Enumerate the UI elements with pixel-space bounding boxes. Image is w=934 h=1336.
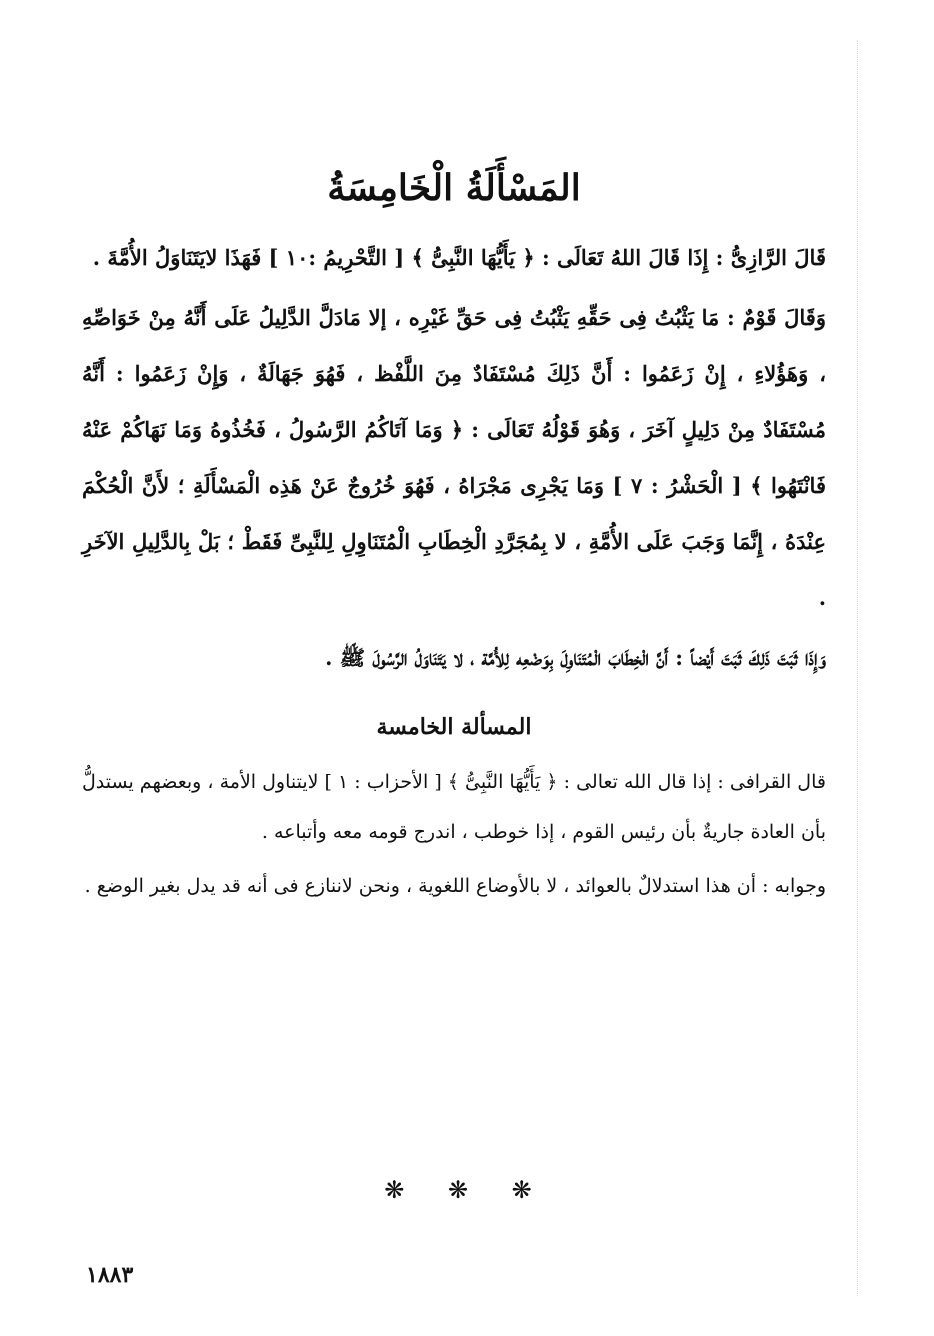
main-paragraph-2: وَقَالَ قَوْمٌ : مَا يَثْبُتُ فِى حَقِّهِ يَثْبُتُ فِى حَقِّ غَيْرِه ، إلا مَادَلَّ الدَّلِيلُ عَلَى أَنَّهُ مِنْ خَوَاصِّهِ ، وَهَؤُلاءِ ، إِنْ زَعَمُوا : أَنَّ ذَلِكَ مُسْتَفَادٌ مِنَ اللَّفْظ ، فَهُوَ جَهَالَةٌ ، وَإِنْ زَعَمُوا : أَنَّهُ مُسْتَفَادٌ مِنْ دَلِيلٍ آخَرَ ، وَهُوَ قَوْلُهُ تَعَالَى : ﴿ وَمَا آتَاكُمُ الرَّسُولُ ، فَخُذُوهُ وَمَا نَهَاكُمْ عَنْهُ فَانْتَهُوا ﴾ [ الْحَشْرُ : ٧ ] وَمَا يَجْرِى مَجْرَاهُ ، فَهُوَ خُرُوجٌ عَنْ هَذِه الْمَسْأَلَةِ ؛ لأَنَّ الْحُكْمَ عِنْدَهُ ، إِنَّمَا وَجَبَ عَلَى الأُمَّةِ ، لا بِمُجَرَّدِ الْخِطَابِ الْمُتَنَاوِلِ لِلنَّبِىِّ فَقَطْ ؛ بَلْ بِالدَّلِيلِ الآخَرِ . bbox=[82, 304, 826, 610]
page-number: ١٨٨٣ bbox=[86, 1262, 134, 1288]
section-separator: ❋ ❋ ❋ bbox=[384, 1176, 550, 1204]
main-paragraph-1: قَالَ الرَّازِىُّ : إِذَا قَالَ اللهُ تَعَالَى : ﴿ يَأَيُّهَا النَّبِىُّ ﴾ [ التَّحْرِيمُ :١٠ ] فَهَذَا لايَتَنَاوَلُ الأُمَّةَ . bbox=[92, 244, 826, 270]
sub-paragraph-2: وجوابه : أن هذا استدلالٌ بالعوائد ، لا بالأوضاع اللغوية ، ونحن لاننازع فى أنه قد يدل بغير الوضع . bbox=[84, 875, 826, 898]
main-paragraph-3: وَإِذَا ثَبَتَ ذَلِكَ ثَبَتَ أَيْضاً : أَنَّ الْخِطَابَ الْمُتَنَاوِلَ بِوَضْعِه لِلأُمَّة ، لا يَتَنَاوَلُ الرَّسُولَ ﷺ . bbox=[325, 644, 826, 670]
sub-section-title: المسألة الخامسة bbox=[376, 713, 532, 740]
sub-paragraph-1: قال القرافى : إذا قال الله تعالى : ﴿ يَأَيُّهَا النَّبِىُّ ﴾ [ الأحزاب : ١ ] لايتناول الأمة ، وبعضهم يستدلُّ بأن العادة جاريةٌ بأن رئيس القوم ، إذا خوطب ، اندرج قومه معه وأتباعه . bbox=[82, 771, 826, 844]
page-content bbox=[82, 160, 826, 915]
margin-guide bbox=[857, 40, 858, 1296]
main-section-title: المَسْأَلَةُ الْخَامِسَةُ bbox=[327, 167, 581, 209]
